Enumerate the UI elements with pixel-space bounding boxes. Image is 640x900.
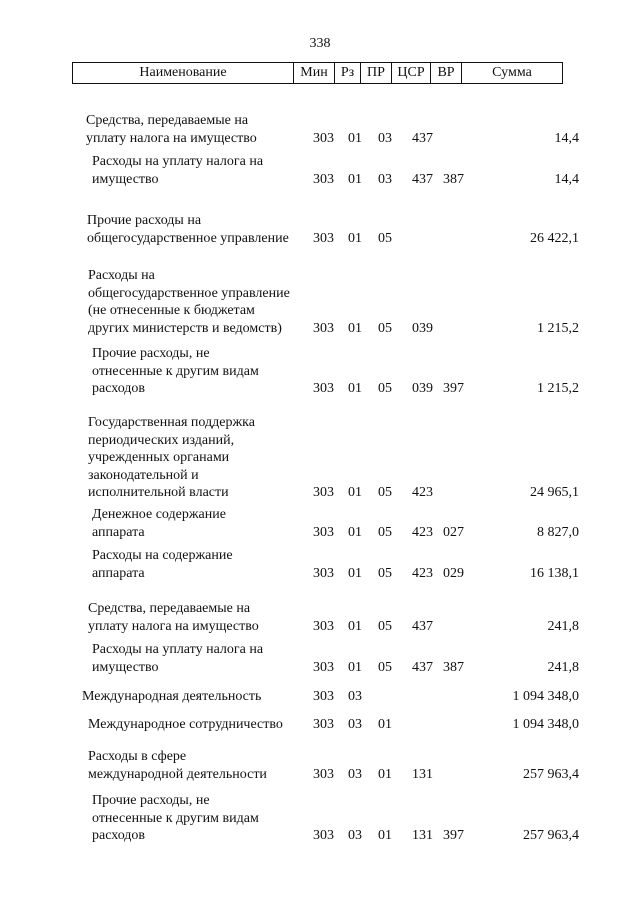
row-pr: 05 — [378, 659, 392, 675]
row-sum: 8 827,0 — [537, 524, 579, 540]
row-sum: 1 215,2 — [537, 381, 579, 396]
row-name-line: других министерств и ведомств) — [88, 320, 282, 336]
row-csr: 131 — [412, 828, 433, 843]
row-min: 303 — [313, 689, 334, 704]
row-name-line: Средства, передаваемые на — [86, 113, 249, 128]
row-csr: 437 — [412, 130, 433, 146]
row-pr: 05 — [378, 565, 392, 581]
column-header-pr: ПР — [361, 63, 392, 84]
row-min: 303 — [313, 524, 334, 540]
row-name — [88, 267, 320, 337]
row-name — [88, 600, 320, 635]
column-header-min: Мин — [294, 63, 335, 84]
row-rz: 01 — [348, 659, 362, 675]
row-name-line: Средства, передаваемые на — [88, 601, 251, 616]
row-sum: 14,4 — [554, 171, 579, 187]
row-csr: 423 — [412, 485, 433, 500]
table-row — [0, 506, 640, 541]
row-name-line: общегосударственное управление — [87, 230, 289, 246]
row-rz: 01 — [348, 524, 362, 540]
row-name-line: международной деятельности — [88, 766, 267, 782]
row-rz: 03 — [348, 689, 362, 704]
row-rz: 01 — [348, 485, 362, 500]
column-header-name: Наименование — [73, 63, 294, 84]
row-name-line: исполнительной власти — [88, 485, 229, 500]
table-row — [0, 212, 640, 247]
table-row — [0, 600, 640, 635]
row-csr: 039 — [412, 320, 433, 336]
row-name-line: законодательной и — [88, 467, 199, 483]
row-name-line: Расходы на уплату налога на — [92, 642, 264, 657]
row-rz: 01 — [348, 130, 362, 146]
row-name-line: Прочие расходы, не — [92, 346, 210, 361]
row-sum: 241,8 — [547, 618, 579, 634]
row-rz: 01 — [348, 230, 362, 246]
row-name-line: периодических изданий, — [88, 432, 235, 448]
row-sum: 16 138,1 — [530, 565, 579, 581]
column-header-sum: Сумма — [462, 63, 563, 84]
row-rz: 01 — [348, 381, 362, 396]
row-csr: 437 — [412, 659, 433, 675]
row-sum: 1 094 348,0 — [512, 717, 579, 732]
table-row — [0, 267, 640, 337]
row-min: 303 — [313, 171, 334, 187]
table-row — [0, 414, 640, 502]
row-rz: 03 — [348, 717, 362, 732]
page-number: 338 — [309, 36, 331, 51]
row-name-line: отнесенные к другим видам — [92, 363, 259, 379]
row-vr: 397 — [443, 828, 464, 843]
row-name-line: Государственная поддержка — [88, 415, 255, 430]
row-rz: 01 — [348, 320, 362, 336]
row-name — [92, 641, 324, 676]
row-sum: 24 965,1 — [530, 485, 579, 500]
row-sum: 241,8 — [547, 659, 579, 675]
table-row — [0, 688, 640, 706]
row-rz: 03 — [348, 828, 362, 843]
row-name — [92, 792, 324, 845]
row-min: 303 — [313, 565, 334, 581]
row-name — [88, 716, 320, 734]
row-min: 303 — [313, 717, 334, 732]
row-name — [88, 414, 320, 502]
table-row — [0, 547, 640, 582]
column-header-csr: ЦСР — [392, 63, 431, 84]
row-name-line: Прочие расходы на — [87, 213, 202, 228]
row-sum: 1 215,2 — [537, 320, 579, 336]
row-name-line: Прочие расходы, не — [92, 793, 210, 808]
row-name — [88, 748, 320, 783]
row-name — [92, 547, 324, 582]
row-name-line: учрежденных органами — [88, 450, 230, 465]
row-name — [92, 506, 324, 541]
row-name — [82, 688, 314, 706]
row-sum: 257 963,4 — [523, 766, 579, 782]
row-name-line: имущество — [92, 171, 159, 187]
row-sum: 1 094 348,0 — [512, 689, 579, 704]
row-name — [86, 112, 318, 147]
row-name-line: (не отнесенные к бюджетам — [88, 303, 255, 318]
row-sum: 26 422,1 — [530, 230, 579, 246]
row-name-line: Расходы в сфере — [88, 749, 187, 764]
row-name — [92, 153, 324, 188]
row-name-line: Расходы на содержание — [92, 548, 233, 563]
row-csr: 437 — [412, 618, 433, 634]
row-pr: 01 — [378, 828, 392, 843]
row-sum: 257 963,4 — [523, 828, 579, 843]
row-pr: 05 — [378, 320, 392, 336]
column-header-vr: ВР — [431, 63, 462, 84]
row-pr: 03 — [378, 130, 392, 146]
row-name-line: аппарата — [92, 565, 145, 581]
row-name-line: расходов — [92, 381, 146, 396]
table-row — [0, 748, 640, 783]
row-name — [92, 345, 324, 398]
row-rz: 03 — [348, 766, 362, 782]
row-vr: 387 — [443, 659, 464, 675]
row-pr: 01 — [378, 766, 392, 782]
row-name-line: уплату налога на имущество — [86, 130, 257, 146]
row-name-line: отнесенные к другим видам — [92, 810, 259, 826]
row-sum: 14,4 — [554, 130, 579, 146]
table-row — [0, 641, 640, 676]
row-rz: 01 — [348, 618, 362, 634]
row-vr: 027 — [443, 524, 464, 540]
row-name-line: Денежное содержание — [92, 507, 226, 522]
row-csr: 423 — [412, 565, 433, 581]
row-min: 303 — [313, 659, 334, 675]
row-min: 303 — [313, 320, 334, 336]
table-row — [0, 153, 640, 188]
row-rz: 01 — [348, 171, 362, 187]
row-vr: 029 — [443, 565, 464, 581]
row-pr: 05 — [378, 230, 392, 246]
row-min: 303 — [313, 828, 334, 843]
row-csr: 437 — [412, 171, 433, 187]
table-row — [0, 345, 640, 398]
row-name-line: Расходы на уплату налога на — [92, 154, 264, 169]
row-rz: 01 — [348, 565, 362, 581]
row-name-line: Международная деятельность — [82, 689, 262, 704]
row-name — [87, 212, 319, 247]
row-min: 303 — [313, 381, 334, 396]
column-header-rz: Рз — [335, 63, 361, 84]
row-pr: 05 — [378, 524, 392, 540]
row-name-line: имущество — [92, 659, 159, 675]
row-name-line: Международное сотрудничество — [88, 717, 283, 732]
row-pr: 05 — [378, 381, 392, 396]
row-pr: 01 — [378, 717, 392, 732]
row-csr: 039 — [412, 381, 433, 396]
row-min: 303 — [313, 130, 334, 146]
row-csr: 423 — [412, 524, 433, 540]
row-vr: 387 — [443, 171, 464, 187]
row-pr: 03 — [378, 171, 392, 187]
row-name-line: уплату налога на имущество — [88, 618, 259, 634]
row-name-line: общегосударственное управление — [88, 285, 290, 301]
table-row — [0, 792, 640, 845]
row-name-line: аппарата — [92, 524, 145, 540]
table-row — [0, 112, 640, 147]
row-min: 303 — [313, 485, 334, 500]
row-vr: 397 — [443, 381, 464, 396]
row-name-line: расходов — [92, 828, 146, 843]
row-min: 303 — [313, 230, 334, 246]
row-pr: 05 — [378, 485, 392, 500]
table-row — [0, 716, 640, 734]
row-min: 303 — [313, 618, 334, 634]
row-min: 303 — [313, 766, 334, 782]
row-name-line: Расходы на — [88, 268, 155, 283]
row-pr: 05 — [378, 618, 392, 634]
row-csr: 131 — [412, 766, 433, 782]
